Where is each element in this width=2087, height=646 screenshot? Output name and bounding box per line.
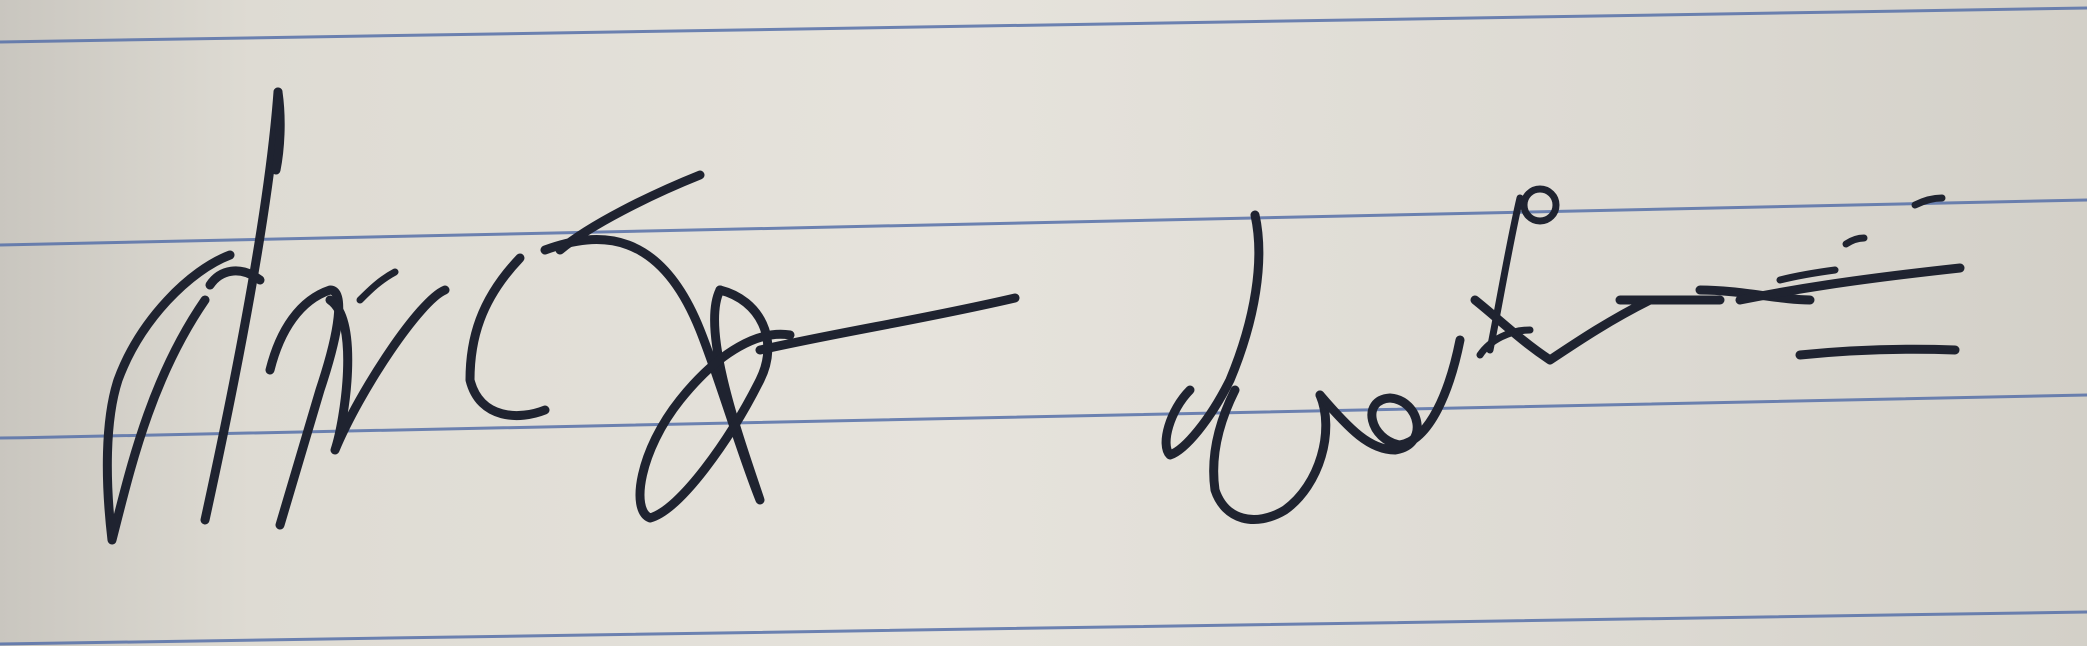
signature-dot-ring — [1524, 189, 1556, 221]
ruled-line-1 — [0, 8, 2087, 42]
signature-accent-mark-2 — [1846, 238, 1864, 244]
ruled-line-2 — [0, 200, 2087, 245]
signature-word-2 — [1166, 198, 1960, 520]
signature-word-1 — [107, 92, 1015, 540]
ruled-lines — [0, 8, 2087, 644]
ruled-line-4 — [0, 612, 2087, 644]
signature — [107, 92, 1960, 540]
